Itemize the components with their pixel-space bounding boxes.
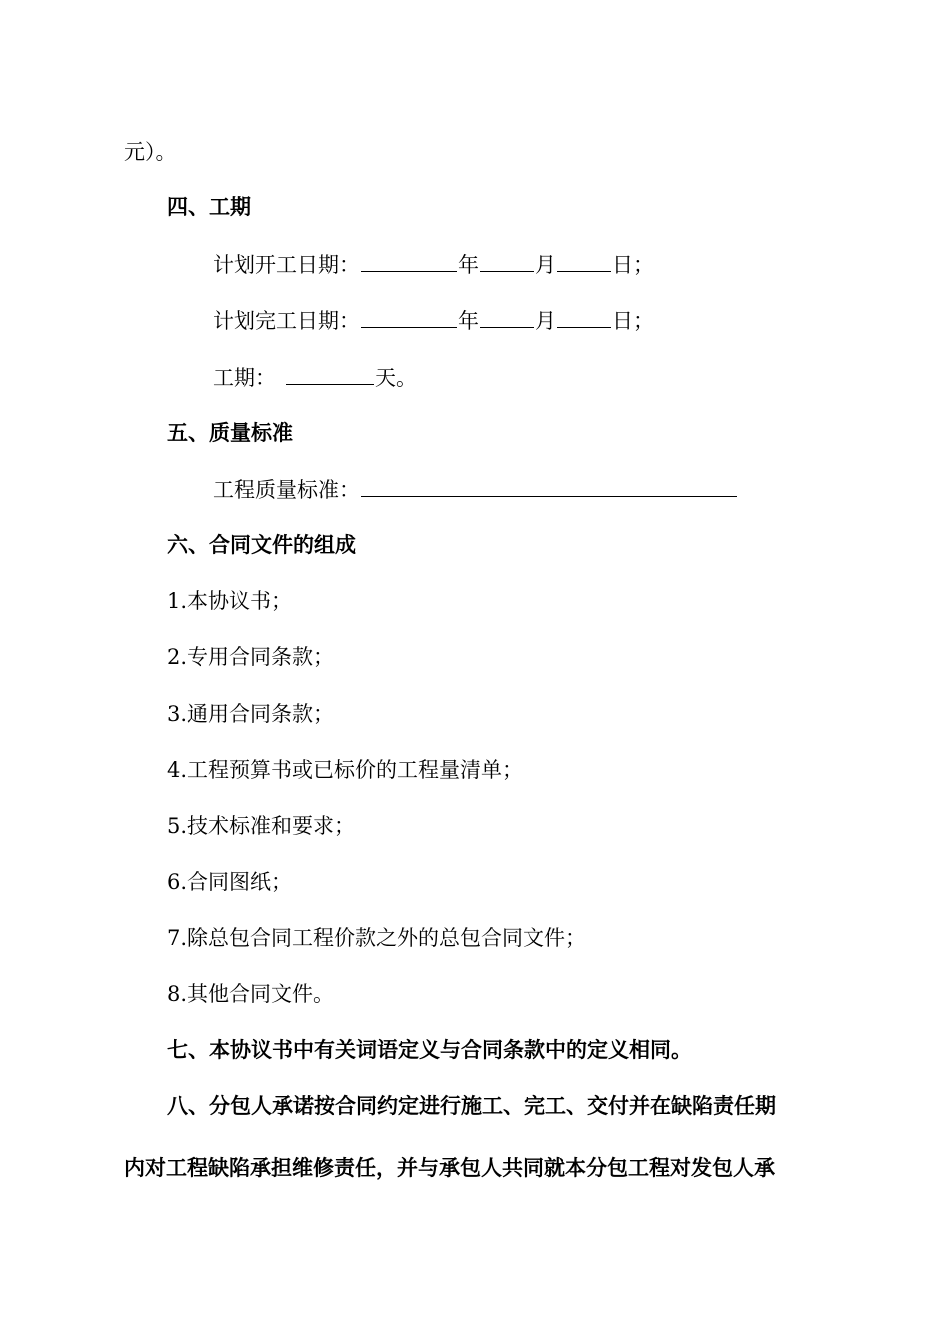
duration-suffix: 天。 <box>375 366 417 390</box>
end-year-unit: 年 <box>458 309 479 333</box>
contract-doc-item: 1.本协议书； <box>167 589 293 613</box>
end-month-unit: 月 <box>535 309 556 333</box>
section-5-heading: 五、质量标准 <box>167 420 293 445</box>
planned-end-date-row <box>213 305 654 336</box>
end-day-unit: 日； <box>612 309 654 333</box>
start-year-unit: 年 <box>458 253 479 277</box>
end-month-blank <box>480 305 534 328</box>
start-month-unit: 月 <box>535 253 556 277</box>
duration-row <box>213 362 417 393</box>
duration-blank <box>286 362 374 385</box>
end-year-blank <box>361 305 457 328</box>
contract-doc-item: 8.其他合同文件。 <box>167 982 335 1006</box>
planned-start-label: 计划开工日期： <box>213 253 360 277</box>
section-7-heading: 七、本协议书中有关词语定义与合同条款中的定义相同。 <box>167 1037 692 1062</box>
section-8-line-2: 内对工程缺陷承担维修责任，并与承包人共同就本分包工程对发包人承 <box>124 1155 775 1180</box>
start-year-blank <box>361 249 457 272</box>
section-6-heading: 六、合同文件的组成 <box>167 532 356 557</box>
quality-standard-row <box>213 474 738 505</box>
start-month-blank <box>480 249 534 272</box>
start-day-blank <box>557 249 611 272</box>
end-day-blank <box>557 305 611 328</box>
quality-standard-label: 工程质量标准： <box>213 478 360 502</box>
contract-doc-item: 3.通用合同条款； <box>167 702 335 726</box>
quality-standard-blank <box>361 474 737 497</box>
continuation-text: 元）。 <box>124 140 177 164</box>
section-8-line-1: 八、分包人承诺按合同约定进行施工、完工、交付并在缺陷责任期 <box>167 1093 776 1118</box>
contract-doc-item: 7.除总包合同工程价款之外的总包合同文件； <box>167 926 587 950</box>
contract-doc-item: 6.合同图纸； <box>167 870 293 894</box>
planned-end-label: 计划完工日期： <box>213 309 360 333</box>
planned-start-date-row <box>213 249 654 280</box>
contract-doc-item: 4.工程预算书或已标价的工程量清单； <box>167 758 524 782</box>
start-day-unit: 日； <box>612 253 654 277</box>
contract-doc-item: 2.专用合同条款； <box>167 645 335 669</box>
contract-doc-item: 5.技术标准和要求； <box>167 814 356 838</box>
section-4-heading: 四、工期 <box>167 194 251 219</box>
duration-label: 工期： <box>213 366 276 390</box>
